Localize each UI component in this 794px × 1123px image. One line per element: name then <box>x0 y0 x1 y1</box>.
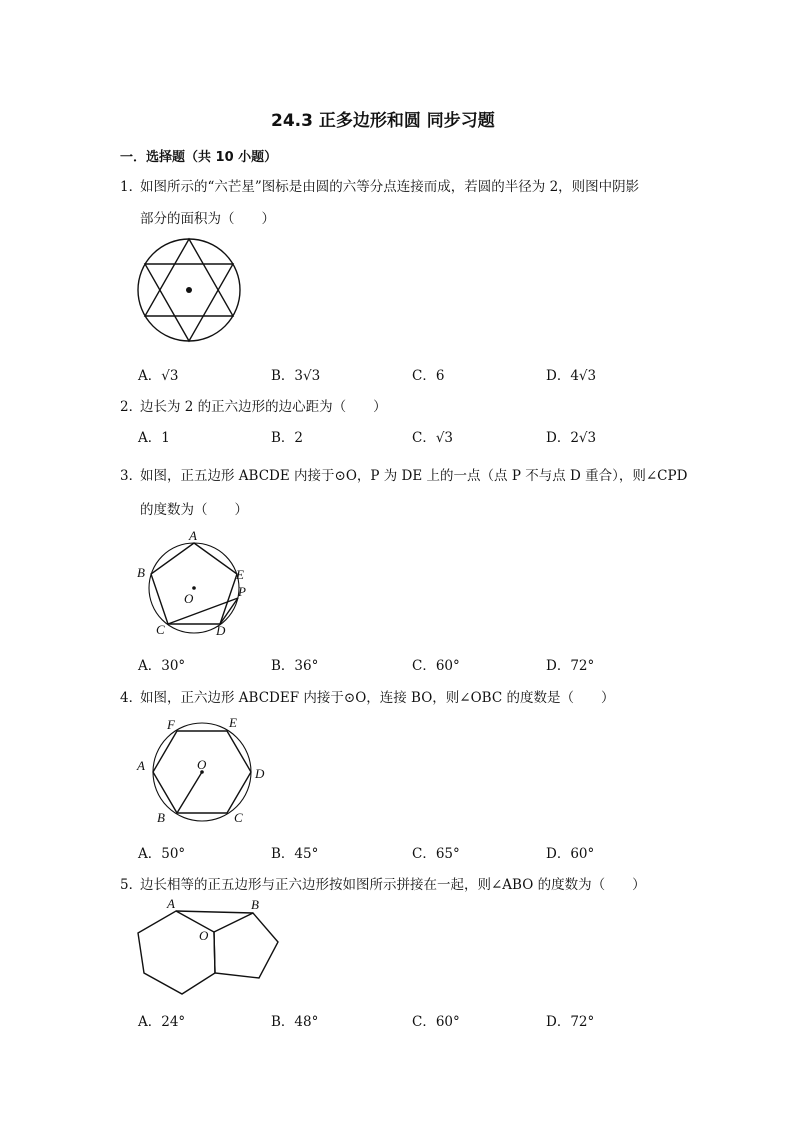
center-dot <box>192 586 196 590</box>
question-2-option-c[interactable]: C．√3 <box>412 430 454 446</box>
segment-bo <box>177 772 202 813</box>
label-d: D <box>216 623 226 638</box>
question-1-number: 1． <box>120 179 143 195</box>
question-4-option-d[interactable]: D．60° <box>546 846 595 862</box>
label-e: E <box>236 567 244 582</box>
question-4-option-b[interactable]: B．45° <box>271 846 319 862</box>
question-5-text: 边长相等的正五边形与正六边形按如图所示拼接在一起，则∠ABO 的度数为（ ） <box>140 877 646 893</box>
question-4-number: 4． <box>120 690 143 706</box>
label-o: O <box>199 928 209 943</box>
label-a: A <box>167 896 175 911</box>
question-3-number: 3． <box>120 468 143 484</box>
center-dot <box>186 287 192 293</box>
question-3-figure-pentagon <box>132 528 262 640</box>
question-2-text: 边长为 2 的正六边形的边心距为（ ） <box>140 399 387 415</box>
triangle-up <box>145 239 233 316</box>
question-4-option-c[interactable]: C．65° <box>412 846 460 862</box>
question-1-option-a[interactable]: A．√3 <box>138 368 179 384</box>
label-b: B <box>157 810 165 825</box>
triangle-down <box>145 264 233 341</box>
question-1-option-c[interactable]: C．6 <box>412 368 445 384</box>
question-5-option-a[interactable]: A．24° <box>138 1014 186 1030</box>
question-2-option-d[interactable]: D．2√3 <box>546 430 597 446</box>
question-5-figure-pentagon-hexagon <box>132 893 292 1003</box>
label-c: C <box>156 622 165 637</box>
label-b: B <box>251 897 259 912</box>
question-2-option-b[interactable]: B．2 <box>271 430 304 446</box>
question-5-option-c[interactable]: C．60° <box>412 1014 460 1030</box>
label-o: O <box>197 757 207 772</box>
pentagon <box>214 913 278 978</box>
page-title: 24.3 正多边形和圆 同步习题 <box>271 111 495 131</box>
question-3-option-b[interactable]: B．36° <box>271 658 319 674</box>
question-5-number: 5． <box>120 877 143 893</box>
question-1-text-line2: 部分的面积为（ ） <box>140 211 275 227</box>
question-1-option-b[interactable]: B．3√3 <box>271 368 321 384</box>
question-4-text: 如图，正六边形 ABCDEF 内接于⊙O，连接 BO，则∠OBC 的度数是（ ） <box>140 690 615 706</box>
question-3-text-line2: 的度数为（ ） <box>140 502 248 518</box>
question-4-figure-hexagon <box>132 714 272 826</box>
question-3-option-d[interactable]: D．72° <box>546 658 595 674</box>
question-5-option-d[interactable]: D．72° <box>546 1014 595 1030</box>
label-e: E <box>229 715 237 730</box>
label-b: B <box>137 565 145 580</box>
question-1-text-line1: 如图所示的“六芒星”图标是由圆的六等分点连接而成，若圆的半径为 2，则图中阴影 <box>140 179 640 195</box>
question-3-text-line1: 如图，正五边形 ABCDE 内接于⊙O，P 为 DE 上的一点（点 P 不与点 D 重合），则∠CPD <box>140 468 688 484</box>
question-2-number: 2． <box>120 399 143 415</box>
label-o: O <box>184 591 194 606</box>
question-3-option-c[interactable]: C．60° <box>412 658 460 674</box>
label-d: D <box>255 766 265 781</box>
label-p: P <box>238 584 246 599</box>
question-2-option-a[interactable]: A．1 <box>138 430 170 446</box>
question-1-option-d[interactable]: D．4√3 <box>546 368 597 384</box>
question-4-option-a[interactable]: A．50° <box>138 846 186 862</box>
section-heading: 一．选择题（共 10 小题） <box>120 150 278 165</box>
segment-ab <box>176 911 253 913</box>
label-c: C <box>234 810 243 825</box>
label-a: A <box>189 528 197 543</box>
label-a: A <box>137 758 145 773</box>
question-5-option-b[interactable]: B．48° <box>271 1014 319 1030</box>
hexagon <box>138 911 215 994</box>
question-3-option-a[interactable]: A．30° <box>138 658 186 674</box>
segment-cp <box>168 598 238 624</box>
label-f: F <box>167 717 175 732</box>
question-1-figure-hexagram <box>134 237 246 349</box>
